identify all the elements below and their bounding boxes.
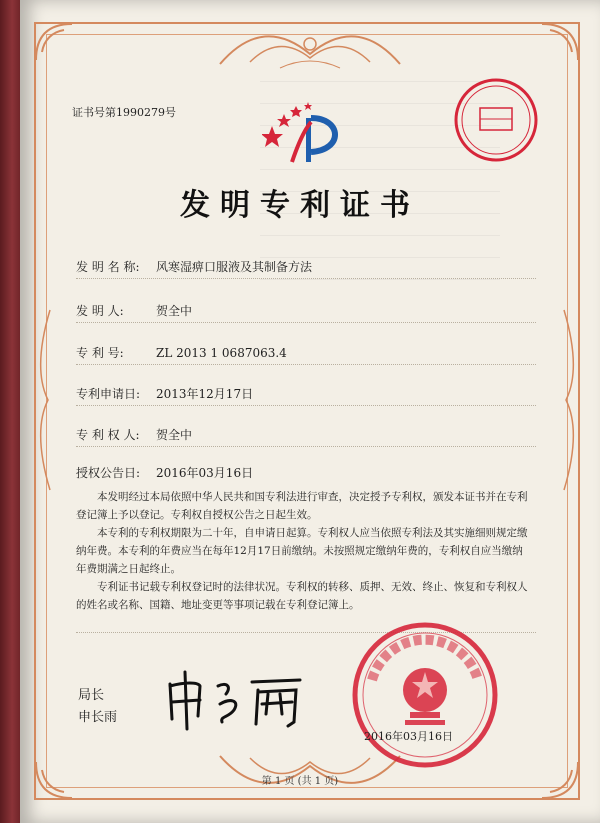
field-divider (76, 446, 536, 447)
sipo-official-seal (350, 620, 500, 770)
field-divider (76, 278, 536, 279)
left-ornament (36, 300, 56, 500)
body-paragraph: 本专利的专利权期限为二十年，自申请日起算。专利权人应当依照专利法及其实施细则规定缴纳年费。本专利的年费应当在每年12月17日前缴纳。未按照规定缴纳年费的，专利权自应当缴纳年费期满之日起终止。 (76, 527, 528, 575)
field-divider (76, 364, 536, 365)
body-paragraph: 本发明经过本局依照中华人民共和国专利法进行审查，决定授予专利权，颁发本证书并在专利登记簿上予以登记。专利权自授权公告之日起生效。 (76, 491, 528, 521)
field-label: 专 利 权 人: (76, 428, 140, 442)
field-inventor (76, 302, 192, 319)
field-value: ZL 2013 1 0687063.4 (156, 346, 287, 360)
field-invention-name (76, 258, 312, 275)
corner-ornament-top-left (34, 22, 74, 62)
field-label: 专利申请日: (76, 387, 141, 401)
field-grant-date (76, 464, 253, 481)
director-signature (160, 664, 310, 734)
field-value: 贺全中 (156, 304, 193, 318)
field-value: 风寒湿痹口服液及其制备方法 (156, 260, 313, 274)
field-label: 授权公告日: (76, 466, 141, 480)
binding-spine (0, 0, 22, 823)
field-patent-number (76, 344, 287, 361)
agency-seal (452, 76, 540, 164)
field-label: 专 利 号: (76, 346, 124, 360)
field-label: 发 明 名 称: (76, 260, 140, 274)
field-label: 发 明 人: (76, 304, 124, 318)
corner-ornament-top-right (540, 22, 580, 62)
page-footer: 第 1 页 (共 1 页) (261, 776, 339, 787)
field-value: 贺全中 (156, 428, 193, 442)
field-value: 2016年03月16日 (156, 466, 254, 480)
certificate-title: 发明专利证书 (180, 188, 420, 223)
field-patentee (76, 426, 192, 443)
field-value: 2013年12月17日 (156, 387, 254, 401)
director-name: 申长雨 (78, 710, 118, 725)
field-divider (76, 405, 536, 406)
field-divider (76, 322, 536, 323)
field-application-date (76, 385, 253, 402)
director-title: 局长 (78, 688, 105, 703)
sipo-logo (262, 88, 352, 168)
seal-date: 2016年03月16日 (364, 730, 453, 743)
certificate-number: 证书号第1990279号 (72, 106, 176, 119)
certificate-body (76, 488, 528, 614)
top-ornament (210, 24, 410, 74)
body-paragraph: 专利证书记载专利权登记时的法律状况。专利权的转移、质押、无效、终止、恢复和专利权人的姓名或名称、国籍、地址变更等事项记载在专利登记簿上。 (76, 581, 528, 611)
right-ornament (558, 300, 578, 500)
